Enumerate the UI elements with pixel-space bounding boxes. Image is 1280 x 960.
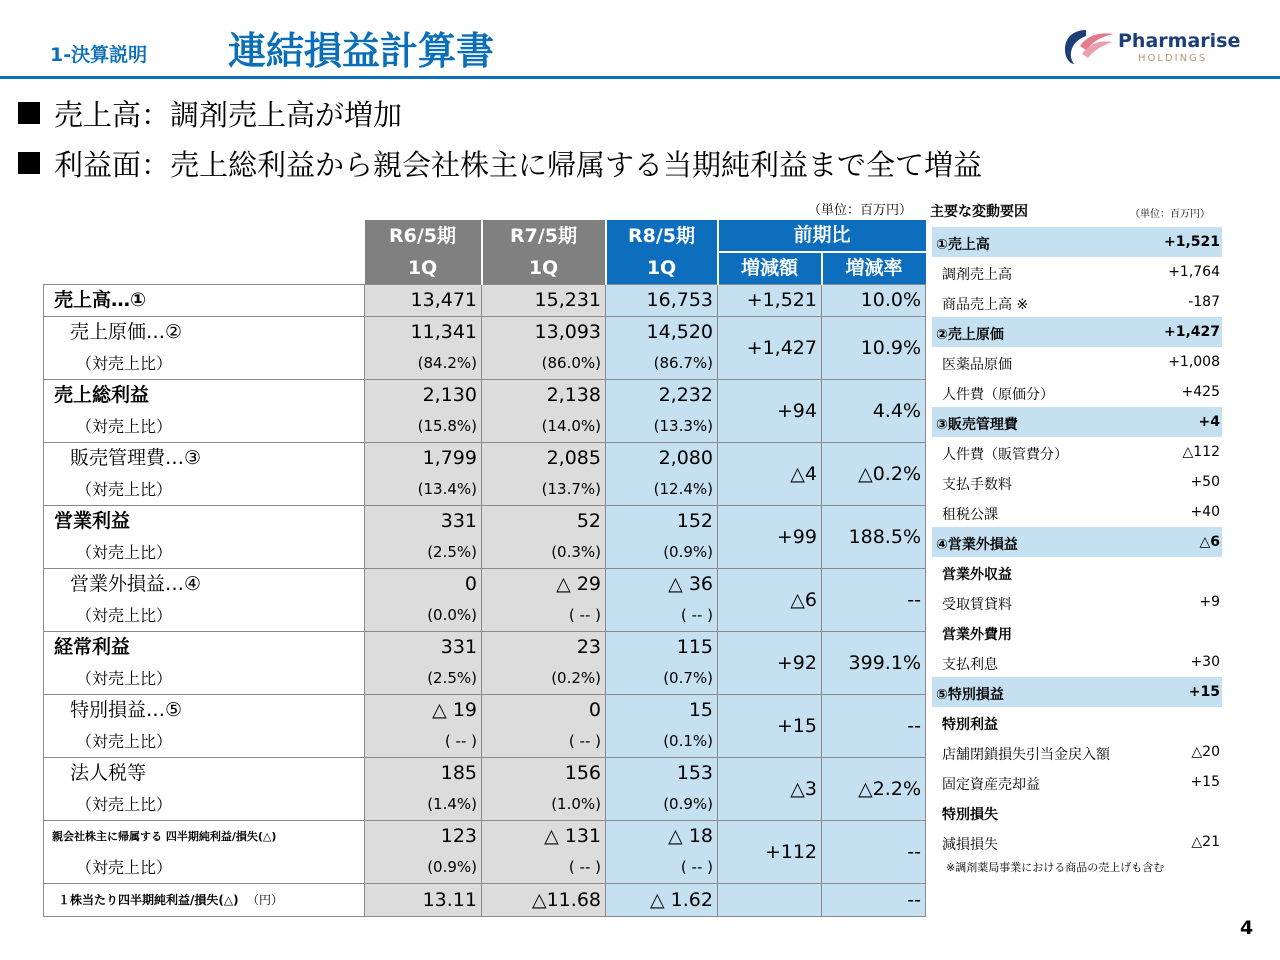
factor-label: 固定資産売却益: [942, 777, 1040, 793]
eps-label: １株当たり四半期純利益/損失(△): [58, 893, 239, 907]
table-row: [44, 758, 926, 790]
cell-diff: +112: [718, 821, 822, 884]
row-label: 売上高…①: [44, 285, 365, 317]
bullet-profit: [18, 143, 982, 184]
cell-ratio: (86.7%): [606, 348, 718, 380]
cell-value: 52: [482, 506, 606, 538]
cell-diff: +1,521: [718, 285, 822, 317]
row-sublabel: （対売上比）: [44, 474, 365, 506]
cell-rate: △0.2%: [822, 443, 926, 506]
cell-value: △ 131: [482, 821, 606, 853]
factor-value: +9: [1199, 594, 1220, 610]
cell-value: 2,232: [606, 380, 718, 412]
row-sublabel: （対売上比）: [44, 348, 365, 380]
factor-row: [932, 347, 1222, 377]
cell-rate: 10.9%: [822, 317, 926, 380]
cell-value: 0: [482, 695, 606, 727]
cell-rate: 10.0%: [822, 285, 926, 317]
cell-rate: --: [822, 569, 926, 632]
cell-value: 15,231: [482, 285, 606, 317]
cell-ratio: (15.8%): [365, 411, 482, 443]
cell-diff: +92: [718, 632, 822, 695]
cell-value: △ 19: [365, 695, 482, 727]
factor-value: +15: [1190, 774, 1220, 790]
factor-label: ⑤特別損益: [936, 687, 1004, 703]
cell-ratio: (1.4%): [365, 789, 482, 821]
factor-row: [932, 377, 1222, 407]
cell-value: 123: [365, 821, 482, 853]
cell-ratio: (0.9%): [606, 537, 718, 569]
cell-rate: --: [822, 821, 926, 884]
cell-ratio: (0.0%): [365, 600, 482, 632]
factor-value: -187: [1188, 294, 1220, 310]
row-label: 経常利益: [44, 632, 365, 664]
row-sublabel: （対売上比）: [44, 537, 365, 569]
row-label: 営業利益: [44, 506, 365, 538]
factor-row: [932, 497, 1222, 527]
cell-rate: 399.1%: [822, 632, 926, 695]
factor-label: 営業外収益: [942, 567, 1012, 583]
cell-value: △ 1.62: [606, 884, 718, 917]
unit-note: （単位：百万円）: [808, 203, 913, 218]
header-blank: [44, 252, 365, 285]
cell-value: 1,799: [365, 443, 482, 475]
cell-ratio: (0.9%): [606, 789, 718, 821]
factor-value: +1,427: [1163, 324, 1220, 340]
cell-rate: --: [822, 884, 926, 917]
row-sublabel: （対売上比）: [44, 663, 365, 695]
table-row: [44, 317, 926, 349]
factor-row: [932, 227, 1222, 257]
factors-unit: （単位：百万円）: [1130, 209, 1210, 220]
page-title: 連結損益計算書: [228, 29, 495, 73]
cell-value: △ 29: [482, 569, 606, 601]
cell-value: 331: [365, 632, 482, 664]
cell-ratio: (14.0%): [482, 411, 606, 443]
factor-row: [932, 437, 1222, 467]
table-row: [44, 884, 926, 917]
row-sublabel: （対売上比）: [44, 726, 365, 758]
logo-mark-icon: [1058, 24, 1116, 68]
table-row: [44, 380, 926, 412]
factor-row: [932, 647, 1222, 677]
table-row: [44, 632, 926, 664]
cell-value: △11.68: [482, 884, 606, 917]
cell-ratio: ( -- ): [606, 852, 718, 884]
cell-ratio: ( -- ): [482, 852, 606, 884]
factor-value: △21: [1191, 834, 1220, 850]
cell-diff: [718, 884, 822, 917]
row-label: 特別損益…⑤: [44, 695, 365, 727]
factors-note: ※調剤薬局事業における商品の売上げも含む: [946, 861, 1165, 874]
factor-label: 医薬品原価: [942, 357, 1012, 373]
cell-value: 331: [365, 506, 482, 538]
logo-name: Pharmarise: [1118, 30, 1241, 52]
factor-row: [932, 587, 1222, 617]
cell-ratio: (2.5%): [365, 663, 482, 695]
cell-ratio: (12.4%): [606, 474, 718, 506]
cell-ratio: (13.4%): [365, 474, 482, 506]
table-row: [44, 821, 926, 853]
cell-value: 15: [606, 695, 718, 727]
factor-value: △112: [1182, 444, 1220, 460]
col-r8-year: R8/5期: [606, 220, 718, 252]
factor-value: +1,764: [1168, 264, 1220, 280]
factor-row: [932, 257, 1222, 287]
cell-value: △ 36: [606, 569, 718, 601]
cell-ratio: (86.0%): [482, 348, 606, 380]
col-r7-quarter: 1Q: [482, 252, 606, 285]
factor-label: 人件費（販管費分）: [942, 447, 1068, 463]
factor-label: 減損損失: [942, 837, 998, 853]
row-sublabel: （対売上比）: [44, 600, 365, 632]
row-sublabel: （対売上比）: [44, 411, 365, 443]
bullet-sales: [18, 93, 402, 134]
factor-value: +15: [1188, 684, 1220, 700]
factor-value: +30: [1190, 654, 1220, 670]
cell-ratio: ( -- ): [606, 600, 718, 632]
row-label: 法人税等: [44, 758, 365, 790]
cell-value: 14,520: [606, 317, 718, 349]
row-label: [44, 884, 365, 917]
cell-value: 152: [606, 506, 718, 538]
col-r6-year: R6/5期: [365, 220, 482, 252]
row-sublabel: （対売上比）: [44, 789, 365, 821]
eps-unit: （円）: [246, 893, 283, 907]
factor-value: +1,521: [1163, 234, 1220, 250]
factor-row: [932, 767, 1222, 797]
cell-value: 0: [365, 569, 482, 601]
cell-value: 16,753: [606, 285, 718, 317]
row-label: 売上総利益: [44, 380, 365, 412]
bullet-text: 売上高：調剤売上高が増加: [54, 98, 403, 132]
factor-label: ②売上原価: [936, 327, 1004, 343]
factor-row: [932, 737, 1222, 767]
cell-value: 2,130: [365, 380, 482, 412]
cell-value: 13,471: [365, 285, 482, 317]
cell-diff: △6: [718, 569, 822, 632]
cell-value: △ 18: [606, 821, 718, 853]
factor-row: [932, 467, 1222, 497]
cell-diff: △3: [718, 758, 822, 821]
factor-label: 営業外費用: [942, 627, 1012, 643]
row-label: 営業外損益…④: [44, 569, 365, 601]
factor-label: 店舗閉鎖損失引当金戻入額: [942, 747, 1110, 763]
factor-label: 特別損失: [942, 807, 998, 823]
cell-value: 185: [365, 758, 482, 790]
col-yoy: 前期比: [718, 220, 926, 252]
cell-diff: +15: [718, 695, 822, 758]
cell-rate: --: [822, 695, 926, 758]
cell-value: 115: [606, 632, 718, 664]
factor-value: +50: [1190, 474, 1220, 490]
factor-row: [932, 677, 1222, 707]
table-row: [44, 285, 926, 317]
bullet-text: 利益面：売上総利益から親会社株主に帰属する当期純利益まで全て増益: [54, 148, 983, 182]
factor-label: 受取賃貸料: [942, 597, 1012, 613]
factor-label: 特別利益: [942, 717, 998, 733]
factor-label: ①売上高: [936, 237, 990, 253]
cell-ratio: (2.5%): [365, 537, 482, 569]
factor-value: +1,008: [1168, 354, 1220, 370]
col-rate: 増減率: [822, 252, 926, 285]
cell-value: 11,341: [365, 317, 482, 349]
factor-label: 租税公課: [942, 507, 998, 523]
section-label: 1-決算説明: [50, 44, 148, 66]
income-statement-table: [43, 220, 926, 917]
cell-ratio: ( -- ): [482, 600, 606, 632]
factor-row: [932, 407, 1222, 437]
logo-sub: HOLDINGS: [1138, 53, 1208, 64]
cell-ratio: (1.0%): [482, 789, 606, 821]
cell-ratio: (0.1%): [606, 726, 718, 758]
cell-ratio: (0.7%): [606, 663, 718, 695]
cell-value: 2,080: [606, 443, 718, 475]
square-bullet-icon: [18, 102, 40, 124]
cell-ratio: (0.9%): [365, 852, 482, 884]
row-label: 売上原価…②: [44, 317, 365, 349]
cell-ratio: ( -- ): [365, 726, 482, 758]
cell-ratio: (13.7%): [482, 474, 606, 506]
factor-value: △20: [1191, 744, 1220, 760]
cell-diff: +1,427: [718, 317, 822, 380]
factor-value: +425: [1181, 384, 1220, 400]
factor-row: [932, 827, 1222, 857]
factor-value: △6: [1199, 534, 1220, 550]
factor-row: [932, 617, 1222, 647]
cell-rate: △2.2%: [822, 758, 926, 821]
cell-ratio: (0.2%): [482, 663, 606, 695]
cell-value: 13,093: [482, 317, 606, 349]
table-row: [44, 695, 926, 727]
cell-value: 2,138: [482, 380, 606, 412]
factor-label: 支払手数料: [942, 477, 1012, 493]
cell-ratio: ( -- ): [482, 726, 606, 758]
cell-diff: △4: [718, 443, 822, 506]
cell-diff: +94: [718, 380, 822, 443]
cell-value: 2,085: [482, 443, 606, 475]
factor-label: 調剤売上高: [942, 267, 1012, 283]
factor-row: [932, 557, 1222, 587]
factor-value: +40: [1190, 504, 1220, 520]
cell-value: 153: [606, 758, 718, 790]
factor-row: [932, 317, 1222, 347]
cell-rate: 188.5%: [822, 506, 926, 569]
cell-ratio: (84.2%): [365, 348, 482, 380]
factor-label: ③販売管理費: [936, 417, 1018, 433]
cell-value: 23: [482, 632, 606, 664]
factor-label: 人件費（原価分）: [942, 387, 1054, 403]
factor-row: [932, 287, 1222, 317]
factor-value: +4: [1198, 414, 1220, 430]
cell-ratio: (0.3%): [482, 537, 606, 569]
cell-value: 13.11: [365, 884, 482, 917]
col-r8-quarter: 1Q: [606, 252, 718, 285]
header-rule: [0, 76, 1280, 79]
factors-title: 主要な変動要因: [930, 204, 1028, 220]
factor-row: [932, 527, 1222, 557]
cell-diff: +99: [718, 506, 822, 569]
factor-label: ④営業外損益: [936, 537, 1018, 553]
factors-list: [932, 227, 1222, 857]
company-logo: [1058, 24, 1258, 68]
col-r7-year: R7/5期: [482, 220, 606, 252]
cell-ratio: (13.3%): [606, 411, 718, 443]
table-row: [44, 443, 926, 475]
cell-rate: 4.4%: [822, 380, 926, 443]
col-r6-quarter: 1Q: [365, 252, 482, 285]
row-label: 販売管理費…③: [44, 443, 365, 475]
factor-row: [932, 707, 1222, 737]
cell-value: 156: [482, 758, 606, 790]
header-blank: [44, 220, 365, 252]
table-row: [44, 569, 926, 601]
row-label: 親会社株主に帰属する 四半期純利益/損失(△): [44, 821, 365, 853]
factor-label: 商品売上高 ※: [942, 297, 1029, 313]
square-bullet-icon: [18, 152, 40, 174]
col-diff: 増減額: [718, 252, 822, 285]
factor-row: [932, 797, 1222, 827]
row-sublabel: （対売上比）: [44, 852, 365, 884]
page-number: 4: [1240, 917, 1254, 939]
table-row: [44, 506, 926, 538]
factor-label: 支払利息: [942, 657, 998, 673]
